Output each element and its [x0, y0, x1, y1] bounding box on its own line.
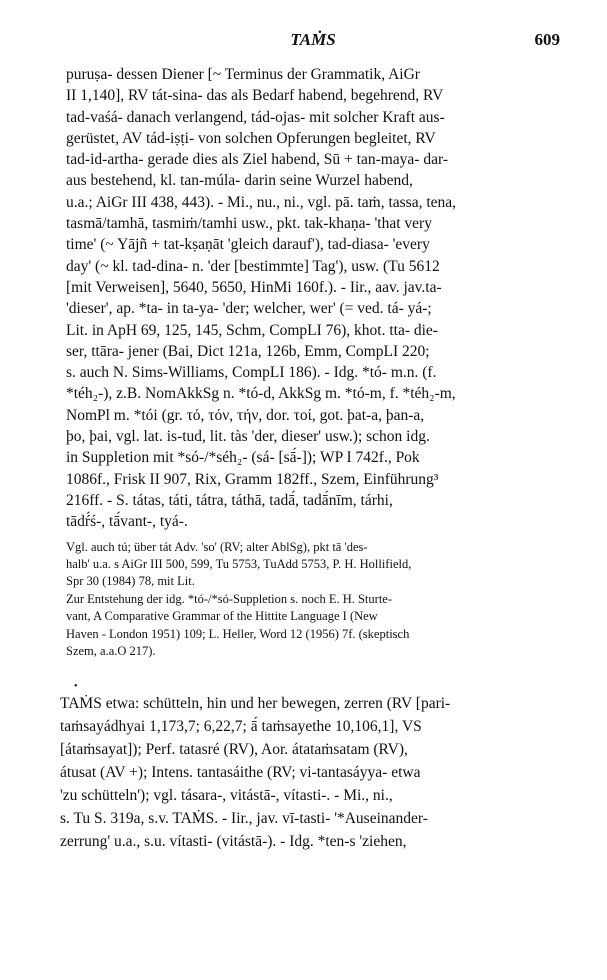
text-line: gerüstet, AV tád-iṣṭi- von solchen Opferungen begleitet, RV — [66, 129, 436, 147]
text-line: s. auch N. Sims-Williams, CompLI 186). - Idg. *tó- m.n. (f. — [66, 364, 437, 382]
text-line: day' (~ kl. tad-dina- n. 'der [bestimmte] Tag'), usw. (Tu 5612 — [66, 257, 440, 275]
text-line: ser, ttāra- jener (Bai, Dict 121a, 126b, Emm, CompLI 220; — [66, 342, 430, 360]
text-line: in Suppletion mit *só-/*séh₂- (sá- [sā́-]); WP I 742f., Pok — [66, 449, 420, 467]
text-line: aus bestehend, kl. tan-múla- darin seine Wurzel habend, — [66, 172, 413, 190]
footnote-line: Zur Entstehung der idg. *tó-/*só-Suppletion s. noch E. H. Sturte- — [66, 591, 393, 606]
footnote-line: Szem, a.a.O 217). — [66, 643, 156, 658]
entry-line: s. Tu S. 319a, s.v. TAṀS. - Iir., jav. vī-tasti- '*Auseinander- — [60, 810, 428, 828]
text-line: tad-id-artha- gerade dies als Ziel habend, Sū + tan-maya- dar- — [66, 151, 448, 169]
text-line: 'dieser', ap. *ta- in ta-ya- 'der; welcher, wer' (= ved. tá- yá-; — [66, 300, 432, 318]
dictionary-page — [60, 28, 560, 853]
text-line: 1086f., Frisk II 907, Rix, Gramm 182ff., Szem, Einführung³ — [66, 470, 439, 488]
entry-tams — [60, 692, 560, 853]
text-line: tasmā/tamhā, tasmiṁ/tamhi usw., pkt. tak-khaṇa- 'that very — [66, 215, 432, 233]
entry-line: taṁsayádhyai 1,173,7; 6,22,7; ā́ taṁsayethe 10,106,1], VS — [60, 718, 422, 736]
main-entry-text — [66, 64, 560, 533]
text-line: þo, þai, vgl. lat. is-tud, lit. tàs 'der, dieser' usw.); schon idg. — [66, 428, 430, 446]
running-head: TAṀS — [290, 30, 336, 49]
footnote-line: vant, A Comparative Grammar of the Hittite Language I (New — [66, 609, 378, 624]
entry-line: TAṀS etwa: schütteln, hin und her bewegen, zerren (RV [pari- — [60, 695, 451, 713]
text-line: tad-vaśá- danach verlangend, tád-ojas- mit solcher Kraft aus- — [66, 108, 445, 126]
text-line: Lit. in ApH 69, 125, 145, Schm, CompLI 76), khot. tta- die- — [66, 321, 438, 339]
footnote-line: Haven - London 1951) 109; L. Heller, Word 12 (1956) 7f. (skeptisch — [66, 626, 410, 641]
text-line: NomPl m. *tói (gr. τό, τόν, τήν, dor. τοί, got. þat-a, þan-a, — [66, 406, 425, 424]
text-line: puruṣa- dessen Diener [~ Terminus der Grammatik, AiGr — [66, 66, 420, 83]
text-line: *téh₂-), z.B. NomAkkSg n. *tó-d, AkkSg m. *tó-m, f. *téh₂-m, — [66, 385, 456, 403]
entry-marker: • — [74, 681, 78, 693]
footnote — [66, 539, 560, 591]
footnote-line: Vgl. auch tú; über tát Adv. 'so' (RV; alter AblSg), pkt tā 'des- — [66, 539, 368, 554]
footnote — [66, 591, 560, 661]
entry-line: 'zu schütteln'); vgl. tásara-, vitástā-, vítasti-. - Mi., ni., — [60, 787, 393, 805]
text-line: 216ff. - S. tátas, táti, tátra, táthā, tadā́, tadā́nīm, tárhi, — [66, 491, 393, 509]
page-number: 609 — [534, 30, 560, 49]
entry-line: átusat (AV +); Intens. tantasáithe (RV; vi-tantasáyya- etwa — [60, 764, 421, 782]
text-line: [mit Verweisen], 5640, 5650, HinMi 160f.). - Iir., aav. jav.ta- — [66, 278, 442, 296]
text-line: u.a.; AiGr III 438, 443). - Mi., nu., ni., vgl. pā. taṁ, tassa, tena, — [66, 193, 457, 211]
footnotes — [66, 539, 560, 661]
text-line: tādŕ́ś-, tā́vant-, tyá-. — [66, 513, 188, 531]
footnote-line: halb' u.a. s AiGr III 500, 599, Tu 5753, TuAdd 5753, P. H. Hollifield, — [66, 556, 412, 571]
footnote-line: Spr 30 (1984) 78, mit Lit. — [66, 574, 195, 589]
text-line: time' (~ Yājñ + tat-kṣaṇāt 'gleich darauf'), tad-diasa- 'every — [66, 236, 430, 254]
entry-line: [átaṁsayat]); Perf. tatasré (RV), Aor. átataṁsatam (RV), — [60, 741, 408, 759]
entry-line: zerrung' u.a., s.u. vítasti- (vitástā-). - Idg. *ten-s 'ziehen, — [60, 833, 407, 851]
page-header — [66, 28, 560, 52]
text-line: II 1,140], RV tát-sina- das als Bedarf habend, begehrend, RV — [66, 87, 444, 105]
